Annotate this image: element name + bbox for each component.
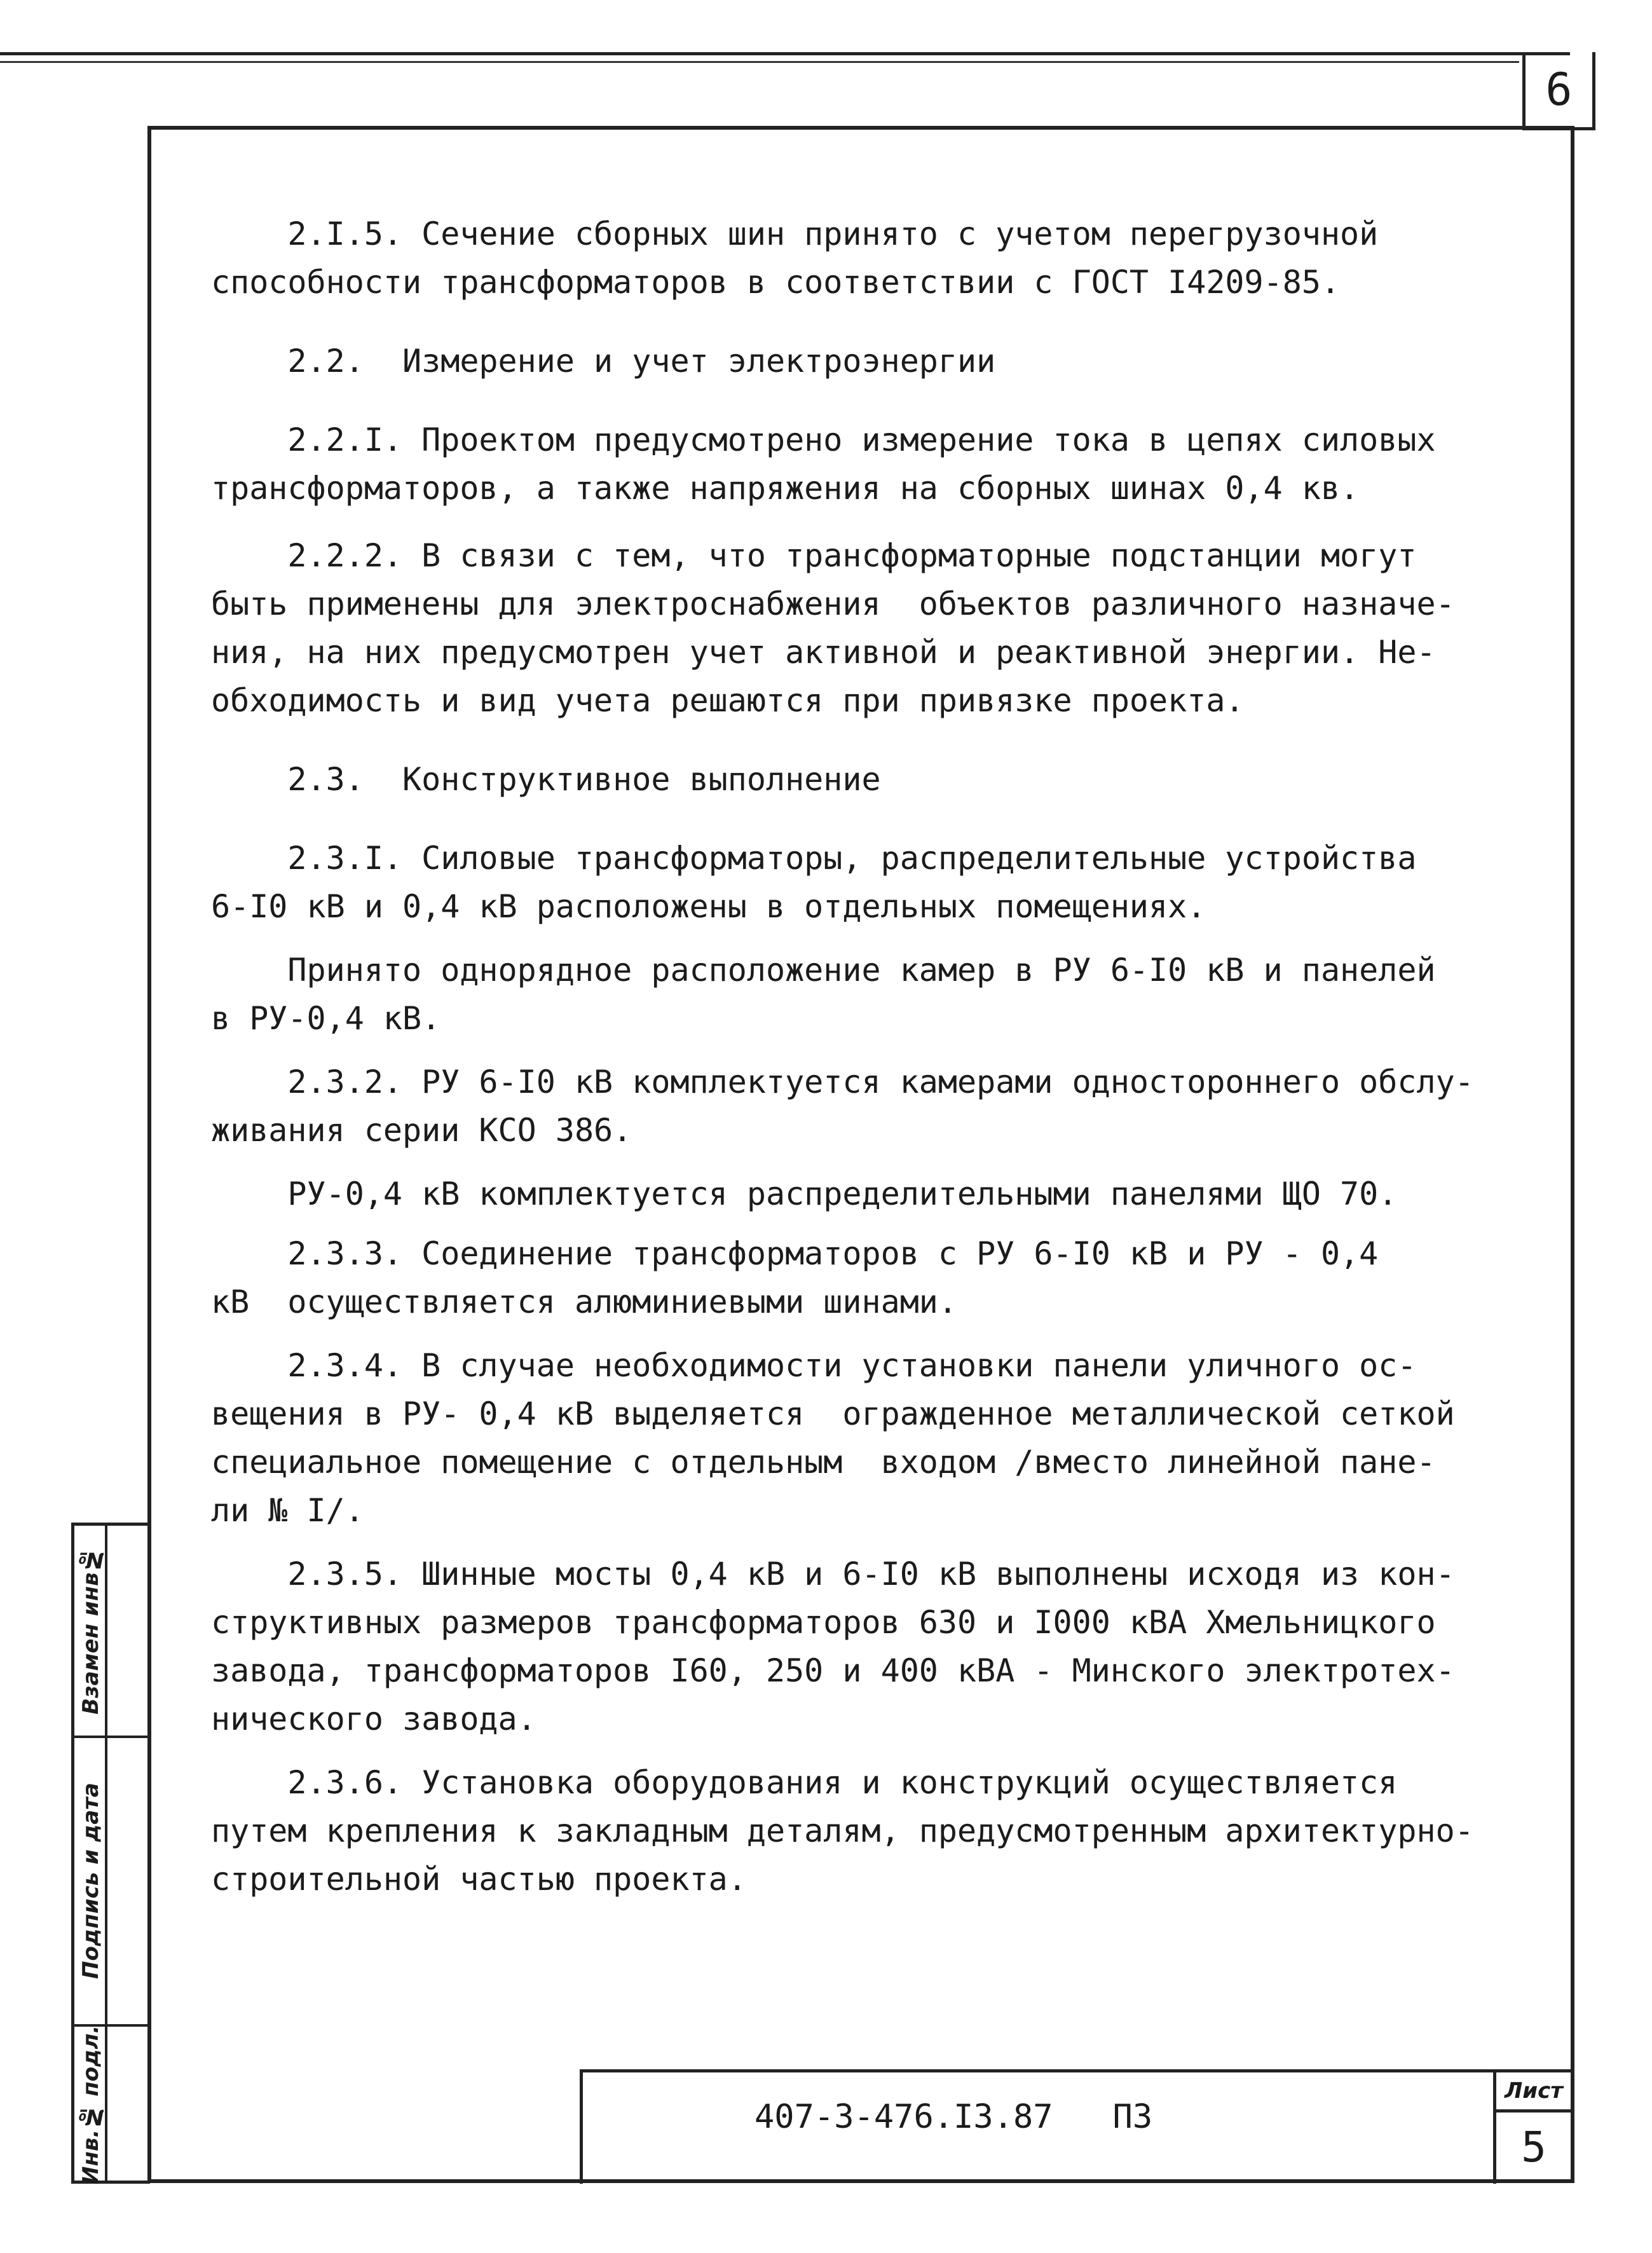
paragraph: [211, 834, 1508, 931]
text-line: 2.2.I. Проектом предусмотрено измерение тока в цепях силовых: [211, 421, 1436, 458]
original-inv-label: Инв.№ подл.: [78, 2025, 104, 2184]
text-line: живания серии КСО 386.: [211, 1112, 632, 1149]
text-line: 2.3. Конструктивное выполнение: [211, 761, 881, 798]
paragraph: [211, 531, 1508, 725]
text-line: строительной частью проекта.: [211, 1861, 747, 1898]
text-line: 2.3.3. Соединение трансформаторов с РУ 6-I0 кВ и РУ - 0,4: [211, 1235, 1379, 1272]
text-line: ния, на них предусмотрен учет активной и реактивной энергии. Не-: [211, 634, 1436, 671]
side-stamp-table: [71, 1523, 150, 2184]
text-line: обходимость и вид учета решаются при привязке проекта.: [211, 682, 1245, 719]
text-line: ли № I/.: [211, 1492, 364, 1529]
text-line: 2.I.5. Сечение сборных шин принято с учетом перегрузочной: [211, 216, 1379, 252]
paragraph: [211, 1341, 1508, 1535]
text-line: путем крепления к закладным деталям, предусмотренным архитектурно-: [211, 1812, 1474, 1849]
paragraph: [211, 337, 1508, 385]
text-line: РУ-0,4 кВ комплектуется распределительными панелями ЩО 70.: [211, 1175, 1398, 1212]
replacement-inv-label: Взамен инв№: [78, 1547, 104, 1715]
paragraph: [211, 416, 1508, 512]
paragraph: [211, 1058, 1508, 1154]
document-code: 407-3-476.I3.87 ПЗ: [754, 2098, 1153, 2136]
text-line: 6-I0 кВ и 0,4 кВ расположены в отдельных помещениях.: [211, 888, 1206, 925]
top-border-line-secondary: [0, 61, 1519, 63]
text-line: завода, трансформаторов I60, 250 и 400 кВА - Минского электротех-: [211, 1652, 1455, 1689]
paragraph: [211, 1170, 1508, 1218]
paragraph: [211, 1550, 1508, 1743]
corner-page-number: 6: [1522, 52, 1595, 130]
text-line: 2.2.2. В связи с тем, что трансформаторные подстанции могут: [211, 537, 1417, 574]
paragraph: [211, 210, 1508, 306]
document-body: [211, 210, 1508, 1903]
text-line: быть применены для электроснабжения объектов различного назначе-: [211, 586, 1455, 622]
paragraph: [211, 755, 1508, 804]
text-line: трансформаторов, а также напряжения на сборных шинах 0,4 кв.: [211, 470, 1360, 507]
signature-date-label: Подпись и дата: [78, 1783, 104, 1980]
text-line: способности трансформаторов в соответствии с ГОСТ I4209-85.: [211, 264, 1341, 301]
text-line: Принято однорядное расположение камер в РУ 6-I0 кВ и панелей: [211, 952, 1436, 989]
text-line: специальное помещение с отдельным входом /вместо линейной пане-: [211, 1444, 1436, 1481]
sheet-label: Лист: [1496, 2072, 1571, 2113]
text-line: в РУ-0,4 кВ.: [211, 1000, 441, 1037]
top-border-line: [0, 52, 1570, 55]
text-line: вещения в РУ- 0,4 кВ выделяется огражденное металлической сеткой: [211, 1395, 1455, 1432]
sheet-number: 5: [1521, 2123, 1546, 2172]
text-line: 2.3.I. Силовые трансформаторы, распределительные устройства: [211, 840, 1417, 877]
text-line: 2.3.2. РУ 6-I0 кВ комплектуется камерами одностороннего обслу-: [211, 1064, 1474, 1100]
text-line: 2.2. Измерение и учет электроэнергии: [211, 343, 996, 380]
text-line: структивных размеров трансформаторов 630 и I000 кВА Хмельницкого: [211, 1604, 1436, 1641]
text-line: 2.3.6. Установка оборудования и конструкций осуществляется: [211, 1764, 1398, 1801]
title-block: [580, 2069, 1571, 2184]
text-line: 2.3.4. В случае необходимости установки панели уличного ос-: [211, 1347, 1417, 1384]
paragraph: [211, 1229, 1508, 1326]
text-line: кВ осуществляется алюминиевыми шинами.: [211, 1284, 957, 1320]
text-line: 2.3.5. Шинные мосты 0,4 кВ и 6-I0 кВ выполнены исходя из кон-: [211, 1556, 1455, 1592]
paragraph: [211, 946, 1508, 1043]
paragraph: [211, 1758, 1508, 1903]
sheet-cell: [1493, 2072, 1571, 2184]
text-line: нического завода.: [211, 1701, 536, 1737]
